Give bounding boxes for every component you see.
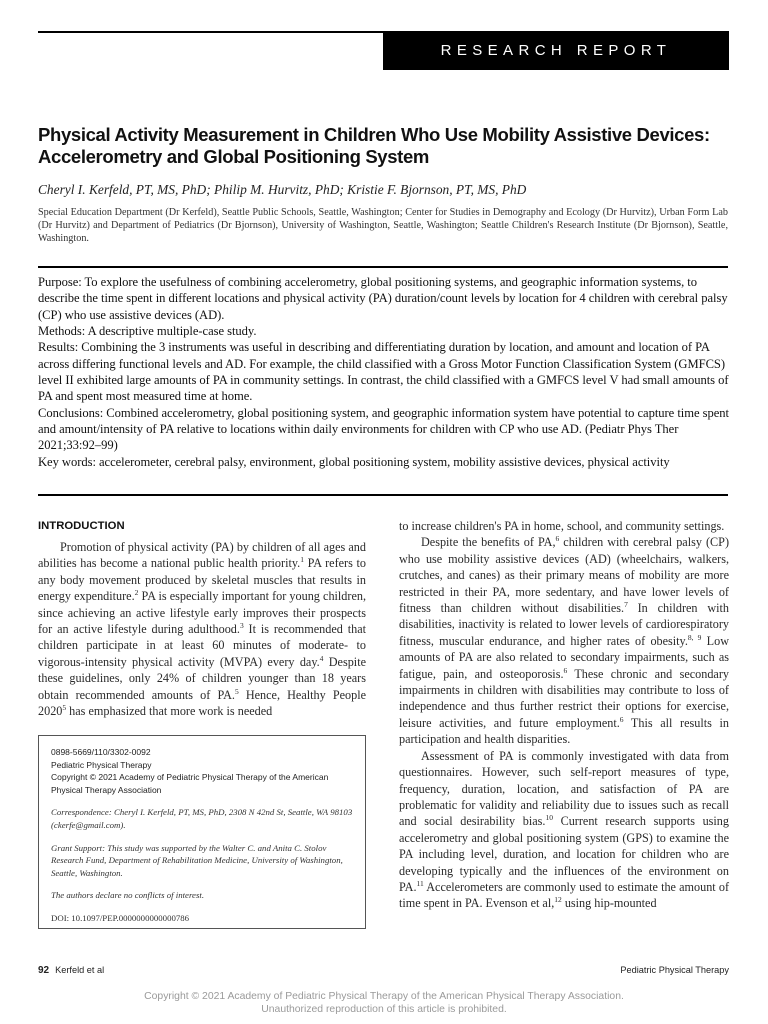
correspondence: Correspondence: Cheryl I. Kerfeld, PT, MS, PhD, 2308 N 42nd St, Seattle, WA 98103 (ckerfe@gmail.com).	[51, 807, 353, 830]
footer-left	[38, 964, 104, 977]
article-title: Physical Activity Measurement in Children Who Use Mobility Assistive Devices: Accelerometry and Global Positioning System	[38, 124, 710, 167]
page-number: 92	[38, 965, 50, 976]
issn: 0898-5669/110/3302-0092	[51, 747, 151, 757]
conflict-statement: The authors declare no conflicts of interest.	[51, 890, 205, 901]
footer-journal: Pediatric Physical Therapy	[620, 965, 729, 975]
doi: DOI: 10.1097/PEP.0000000000000786	[51, 912, 190, 923]
abstract-bottom-rule	[38, 494, 728, 496]
copyright-line: Physical Therapy Association	[51, 784, 162, 795]
section-heading-introduction: INTRODUCTION	[38, 520, 125, 532]
abstract-top-rule	[38, 266, 728, 268]
intro-paragraph-1: Promotion of physical activity (PA) by children of all ages and abilities has become a national public health priority.$^1$ PA refers to any body movement produced by skeletal muscles that results in energy expenditure.$^2$ PA is especially important for young children, since achieving an active lifestyle early improves their prospects for an active lifestyle during adulthood.$^3$ It is recommended that children participate in at least 60 minutes of moderate- to vigorous-intensity physical activity (MVPA) every day.$^4$ Despite these guidelines, only 24% of children younger than 18 years obtain recommended amounts of PA.$^5$ Hence, Healthy People 2020$^5$ has emphasized that more work is needed	[38, 540, 367, 719]
copyright-notice	[0, 990, 768, 1016]
abstract-keywords: Key words: accelerometer, cerebral palsy, environment, global positioning system, mobility assistive devices, physical activity	[38, 454, 670, 469]
publication-info	[51, 746, 353, 796]
abstract	[38, 274, 730, 470]
section-banner: RESEARCH REPORT	[383, 31, 729, 70]
abstract-purpose: Purpose: To explore the usefulness of combining accelerometry, global positioning systems, and geographic information systems, to describe the time spent in different locations and physical activity (PA) duration/count levels by location for 4 children with cerebral palsy (CP) who use assistive devices (AD).	[38, 275, 728, 322]
abstract-methods: Methods: A descriptive multiple-case study.	[38, 324, 257, 339]
journal-name: Pediatric Physical Therapy	[51, 759, 152, 770]
intro-paragraph-3: Assessment of PA is commonly investigated with data from questionnaires. However, such self-report measures of type, frequency, duration, location, and satisfaction of PA are problematic for validity and reliability due to issues such as recall and social desirability bias.$^{10}$ Current research supports using accelerometry and global positioning system (GPS) to examine the PA including level, duration, and location for children who are developing typically and the influences of the environment on PA.$^{11}$ Accelerometers are commonly used to estimate the amount of time spent in PA. Evenson et al,$^{12}$ using hip-mounted	[399, 748, 729, 911]
left-column	[38, 519, 366, 719]
copyright-line: Copyright © 2021 Academy of Pediatric Physical Therapy of the American	[51, 772, 329, 783]
grant-support: Grant Support: This study was supported by the Walter C. and Anita C. Stolov Research Fund, Department of Rehabilitation Medicine, University of Washington, Seattle, Washington.	[51, 842, 343, 878]
intro-paragraph-2: Despite the benefits of PA,$^6$ children with cerebral palsy (CP) who use mobility assistive devices (AD) (wheelchairs, walkers, crutches, and canes) as their primary means of mobility are more restricted in their PA, more sedentary, and have lower levels of fitness than children without disabilities.$^7$ In children with disabilities, inactivity is related to lower levels of cardiorespiratory fitness, muscular endurance, and higher rates of obesity.$^{8, 9}$ Low amounts of PA are also related to secondary impairments, such as fatigue, pain, and osteoporosis.$^6$ These chronic and secondary impairments in children with disabilities may contribute to loss of independence and thus further restrict their options for exercise, leisure activities, and future employment.$^6$ This all results in participation and health disparities.	[399, 534, 730, 747]
article-info-box	[38, 735, 366, 929]
abstract-conclusions: Conclusions: Combined accelerometry, global positioning system, and geographic information system have potential to capture time spent and amount/intensity of PA relative to locations within daily environments for children with CP who use AD. (Pediatr Phys Ther 2021;33:92–99)	[38, 405, 729, 453]
affiliations: Special Education Department (Dr Kerfeld), Seattle Public Schools, Seattle, Washington; Center for Studies in Demography and Ecology (Dr Hurvitz), Urban Form Lab (Dr Hurvitz) and Department of Pediatrics (Dr Bjornson), University of Washington, Seattle, Washington; Seattle Children's Research Institute (Dr Bjornson), Seattle, Washington.	[38, 207, 728, 245]
right-column	[399, 518, 729, 912]
intro-paragraph-continued: to increase children's PA in home, school, and community settings.	[399, 519, 725, 533]
copyright-notice-line: Unauthorized reproduction of this article is prohibited.	[261, 1004, 507, 1015]
copyright-notice-line: Copyright © 2021 Academy of Pediatric Physical Therapy of the American Physical Therapy Association.	[144, 991, 624, 1002]
running-author: Kerfeld et al	[55, 965, 105, 975]
author-list: Cheryl I. Kerfeld, PT, MS, PhD; Philip M. Hurvitz, PhD; Kristie F. Bjornson, PT, MS, PhD	[38, 182, 527, 197]
abstract-results: Results: Combining the 3 instruments was useful in describing and differentiating duration by location, and amount and location of PA across differing functional levels and AD. For example, the child classified with a Gross Motor Function Classification System (GMFCS) level II exhibited large amounts of PA in community settings. In contrast, the child classified with a GMFCS level V had small amounts of PA and spent most measured time at home.	[38, 340, 729, 404]
